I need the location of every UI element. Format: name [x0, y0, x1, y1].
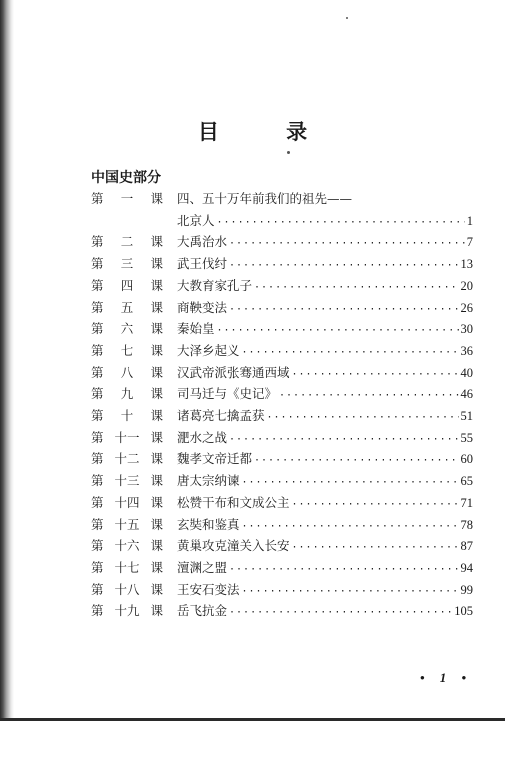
lesson-number-part: 十七 — [114, 559, 140, 575]
lesson-number-part: 十八 — [114, 581, 140, 597]
dot-leader — [292, 538, 459, 558]
lesson-number-part: 课 — [150, 364, 163, 380]
lesson-number-part: 课 — [150, 234, 163, 250]
lesson-title: 秦始皇 — [177, 321, 215, 337]
lesson-number-part: 课 — [150, 559, 163, 575]
toc-entry — [177, 384, 473, 406]
lesson-number-part: 第 — [91, 321, 104, 337]
lesson-number-part: 课 — [150, 277, 163, 293]
print-speck — [287, 151, 290, 154]
toc-entry — [177, 319, 473, 341]
toc-row — [91, 319, 473, 339]
page-number: • 1 • — [420, 670, 473, 685]
lesson-number-part: 第 — [91, 364, 104, 380]
toc-entry — [177, 515, 473, 537]
lesson-number-part: 课 — [150, 451, 163, 467]
lesson-number-part: 课 — [150, 191, 163, 206]
lesson-number — [91, 493, 163, 513]
toc-row — [91, 536, 473, 556]
toc-row — [91, 515, 473, 535]
dot-leader — [279, 386, 458, 406]
lesson-number-part: 第 — [91, 386, 104, 402]
toc-row — [91, 601, 473, 621]
lesson-title: 武王伐纣 — [177, 256, 228, 272]
lesson-number-part: 第 — [91, 277, 104, 293]
lesson-number-part: 四 — [120, 277, 134, 293]
lesson-number — [91, 298, 163, 318]
dot-leader — [242, 582, 459, 602]
toc-entry — [177, 449, 473, 471]
toc-row — [91, 276, 473, 296]
page-ref: 13 — [460, 257, 473, 272]
page-ref: 65 — [460, 474, 473, 489]
dot-leader — [267, 408, 459, 428]
scan-margin — [0, 721, 505, 757]
page-ref: 7 — [466, 235, 473, 250]
lesson-number-part: 第 — [91, 581, 104, 597]
page-ref: 40 — [460, 365, 473, 380]
toc-row — [91, 363, 473, 383]
lesson-number-part: 十 — [120, 408, 134, 423]
lesson-number-part: 十五 — [114, 516, 140, 532]
dot-leader — [254, 451, 458, 471]
page-ref: 46 — [460, 387, 473, 402]
lesson-number-part: 课 — [150, 429, 163, 445]
toc-entry — [177, 298, 473, 320]
toc-entry — [177, 189, 473, 209]
toc-entry — [177, 601, 473, 623]
lesson-number-part: 二 — [120, 234, 134, 250]
page-ref: 87 — [460, 539, 473, 554]
page-ref: 99 — [460, 582, 473, 597]
toc-entry — [177, 471, 473, 493]
lesson-number-part: 课 — [150, 299, 163, 315]
page-ref: 20 — [460, 278, 473, 293]
lesson-number-part: 课 — [150, 256, 163, 272]
dot-leader — [229, 300, 458, 320]
lesson-title: 司马迁与《史记》 — [177, 386, 278, 402]
lesson-number-part: 第 — [91, 516, 104, 532]
lesson-number — [91, 428, 163, 448]
lesson-number-part: 课 — [150, 408, 163, 423]
toc-entry — [177, 406, 473, 428]
lesson-number-part: 课 — [150, 321, 163, 337]
toc-row — [91, 449, 473, 469]
toc-row — [91, 189, 473, 209]
lesson-number-part: 第 — [91, 256, 104, 272]
page-ref: 105 — [454, 604, 473, 619]
dot-leader — [292, 365, 459, 385]
dot-leader — [229, 603, 452, 623]
toc-row — [91, 406, 473, 426]
lesson-number — [91, 232, 163, 252]
toc-entry — [177, 580, 473, 602]
lesson-number — [91, 406, 163, 426]
dot-leader — [242, 517, 459, 537]
lesson-title: 北京人 — [177, 212, 215, 228]
lesson-title: 商鞅变法 — [177, 299, 228, 315]
dot-leader — [254, 278, 458, 298]
lesson-number-part: 课 — [150, 538, 163, 554]
lesson-number — [91, 449, 163, 469]
page-ref: 1 — [466, 213, 473, 228]
lesson-number-part: 课 — [150, 603, 163, 619]
dot-leader — [292, 495, 459, 515]
page-ref: 94 — [460, 560, 473, 575]
toc-row — [91, 211, 473, 231]
lesson-number-part: 第 — [91, 429, 104, 445]
lesson-number-part: 十三 — [114, 473, 140, 489]
print-speck — [346, 17, 348, 19]
lesson-number-part: 七 — [120, 342, 134, 358]
lesson-number — [91, 580, 163, 600]
toc-row — [91, 384, 473, 404]
dot-leader — [229, 256, 458, 276]
lesson-number-part: 课 — [150, 581, 163, 597]
lesson-number-part: 课 — [150, 386, 163, 402]
dot-leader — [229, 234, 465, 254]
toc-entry — [177, 363, 473, 385]
toc-entry — [177, 493, 473, 515]
dot-leader — [229, 560, 458, 580]
lesson-number-part: 课 — [150, 473, 163, 489]
lesson-number — [91, 363, 163, 383]
toc-entry — [177, 341, 473, 363]
scan-binding-edge — [0, 0, 14, 720]
lesson-number — [91, 536, 163, 556]
lesson-title: 四、五十万年前我们的祖先—— — [177, 191, 353, 206]
toc-row — [91, 341, 473, 361]
lesson-number — [91, 558, 163, 578]
toc-row — [91, 232, 473, 252]
toc-entry — [177, 276, 473, 298]
page-ref: 55 — [460, 430, 473, 445]
section-heading: 中国史部分 — [91, 170, 161, 186]
lesson-number-part: 十二 — [114, 451, 140, 467]
lesson-number — [91, 319, 163, 339]
lesson-title: 淝水之战 — [177, 429, 228, 445]
lesson-number-part: 第 — [91, 191, 104, 206]
toc-entry — [177, 232, 473, 254]
lesson-number-part: 六 — [120, 321, 134, 337]
lesson-number-part: 课 — [150, 516, 163, 532]
lesson-number-part: 五 — [120, 299, 134, 315]
toc-entry — [177, 536, 473, 558]
lesson-number-part: 第 — [91, 473, 104, 489]
lesson-title: 澶渊之盟 — [177, 559, 228, 575]
dot-leader — [242, 343, 459, 363]
page-ref: 26 — [460, 300, 473, 315]
lesson-title: 大教育家孔子 — [177, 277, 253, 293]
lesson-number-part: 十六 — [114, 538, 140, 554]
dot-leader — [217, 213, 465, 233]
lesson-number-part: 第 — [91, 494, 104, 510]
toc-entry — [177, 211, 473, 233]
lesson-number — [91, 384, 163, 404]
dot-leader — [217, 321, 459, 341]
lesson-title: 松赞干布和文成公主 — [177, 494, 290, 510]
page-ref: 60 — [460, 452, 473, 467]
page-ref: 78 — [460, 517, 473, 532]
toc-row — [91, 493, 473, 513]
page-ref: 30 — [460, 322, 473, 337]
lesson-number — [91, 276, 163, 296]
lesson-number — [91, 515, 163, 535]
toc-row — [91, 428, 473, 448]
page-ref: 36 — [460, 343, 473, 358]
dot-leader — [229, 430, 458, 450]
toc-entry — [177, 558, 473, 580]
lesson-number — [91, 601, 163, 621]
lesson-number — [91, 189, 163, 209]
lesson-title: 唐太宗纳谏 — [177, 473, 240, 489]
lesson-number-part: 十九 — [114, 603, 140, 619]
lesson-title: 诸葛亮七擒孟获 — [177, 408, 265, 423]
lesson-number-part: 第 — [91, 342, 104, 358]
lesson-title: 大禹治水 — [177, 234, 228, 250]
lesson-number-part: 第 — [91, 451, 104, 467]
lesson-number-part: 第 — [91, 299, 104, 315]
lesson-number — [91, 341, 163, 361]
lesson-number-part: 课 — [150, 494, 163, 510]
lesson-number-part: 第 — [91, 603, 104, 619]
lesson-number — [91, 471, 163, 491]
lesson-title: 大泽乡起义 — [177, 342, 240, 358]
page-title: 目 录 — [197, 119, 338, 144]
lesson-number-part: 第 — [91, 234, 104, 250]
lesson-title: 汉武帝派张骞通西域 — [177, 364, 290, 380]
toc-row — [91, 558, 473, 578]
lesson-number-part: 八 — [120, 364, 134, 380]
lesson-number-part: 第 — [91, 538, 104, 554]
lesson-number-part: 十一 — [114, 429, 140, 445]
dot-leader — [242, 473, 459, 493]
lesson-number-part: 第 — [91, 559, 104, 575]
lesson-number-part: 课 — [150, 342, 163, 358]
lesson-number-part: 三 — [120, 256, 134, 272]
lesson-number-part: 十四 — [114, 494, 140, 510]
toc-row — [91, 471, 473, 491]
toc-row — [91, 254, 473, 274]
page-ref: 51 — [460, 409, 473, 423]
lesson-number — [91, 254, 163, 274]
lesson-number-part: 第 — [91, 408, 104, 423]
lesson-title: 黄巢攻克潼关入长安 — [177, 538, 290, 554]
toc-row — [91, 298, 473, 318]
lesson-title: 岳飞抗金 — [177, 603, 228, 619]
page-ref: 71 — [460, 495, 473, 510]
lesson-title: 魏孝文帝迁都 — [177, 451, 253, 467]
toc-entry — [177, 254, 473, 276]
toc-row — [91, 580, 473, 600]
lesson-number-part: 一 — [120, 191, 134, 206]
lesson-title: 玄奘和鉴真 — [177, 516, 240, 532]
toc-entry — [177, 428, 473, 450]
lesson-number-part: 九 — [120, 386, 134, 402]
lesson-title: 王安石变法 — [177, 581, 240, 597]
